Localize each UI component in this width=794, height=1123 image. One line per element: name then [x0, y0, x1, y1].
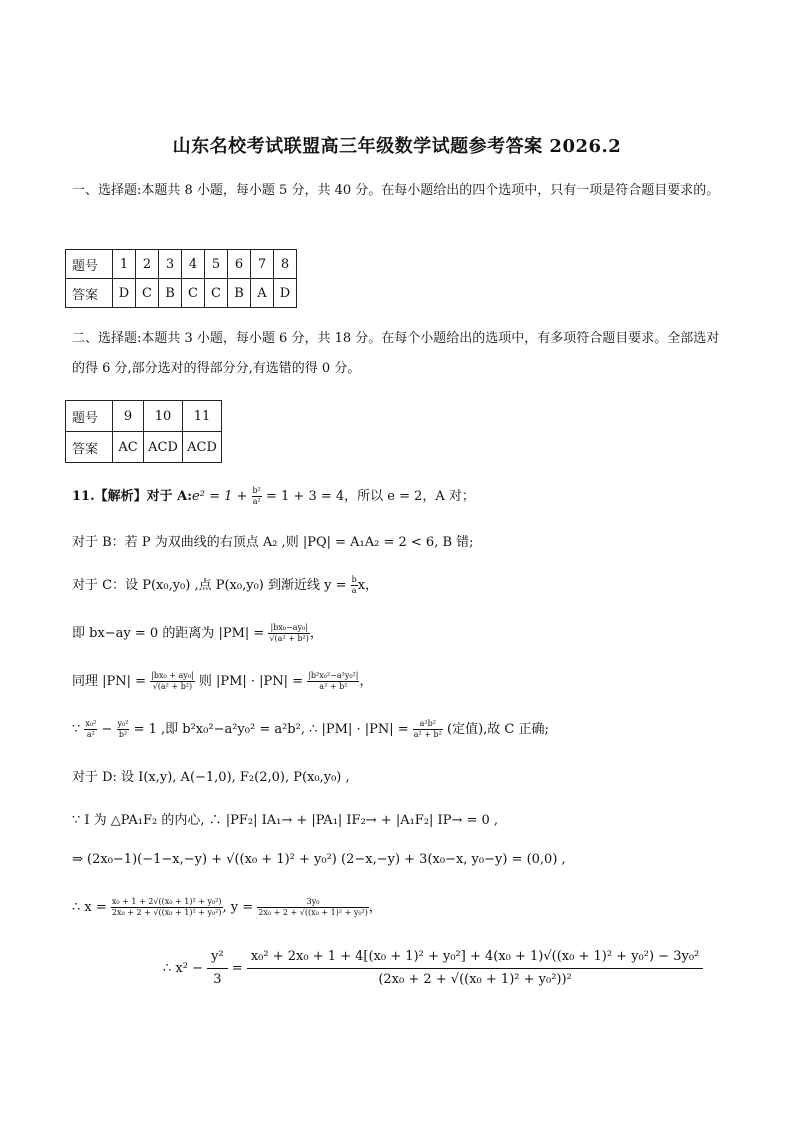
math-text: = 1 + 3 = 4，所以 e = 2，A 对； — [261, 489, 475, 504]
fraction — [413, 719, 443, 740]
math-text: 则 |PM| · |PN| = — [194, 674, 308, 689]
fraction — [111, 897, 223, 918]
math-text: ∵ — [72, 722, 85, 737]
fraction-denominator: a² + b² — [319, 682, 348, 691]
row-label-question: 题号 — [66, 401, 113, 432]
math-text: ∴ x² − — [163, 961, 208, 976]
table-cell: C — [136, 279, 159, 308]
fraction-numerator: a²b² — [413, 719, 443, 730]
solution-line-8: ∵ I 为 △PA₁F₂ 的内心, ∴ |PF₂| IA₁→ + |PA₁| IF₂→ + |A₁F₂| IP→ = 0 , — [72, 813, 499, 828]
math-text: ， — [359, 674, 373, 689]
math-text: ， — [309, 626, 323, 641]
math-text: 对于 C：设 P(x₀,y₀) ,点 P(x₀,y₀) 到渐近线 y = — [72, 578, 351, 593]
solution-heading: 11.【解析】对于 A: — [72, 489, 193, 504]
fraction — [247, 948, 703, 989]
fraction-numerator: y² — [207, 948, 228, 969]
table-cell: C — [205, 279, 228, 308]
table-cell: B — [228, 279, 251, 308]
fraction — [150, 671, 195, 692]
table-cell: 5 — [205, 250, 228, 279]
row-label-answer: 答案 — [66, 432, 113, 463]
fraction-denominator: 3 — [213, 972, 222, 987]
table-cell: 1 — [113, 250, 136, 279]
row-label-question: 题号 — [66, 250, 113, 279]
math-text: (定值),故 C 正确; — [442, 722, 549, 737]
fraction-denominator: a² — [86, 730, 95, 739]
solution-line-6 — [72, 718, 549, 740]
section2-instructions: 二、选择题:本题共 3 小题，每小题 6 分，共 18 分。在每个小题给出的选项中，有多项符合题目要求。全部选对的得 6 分,部分选对的得部分分,有选错的得 0 分。 — [72, 331, 720, 376]
table-cell: 2 — [136, 250, 159, 279]
page-title: 山东名校考试联盟高三年级数学试题参考答案 2026.2 — [172, 136, 622, 157]
fraction — [268, 623, 309, 644]
table-cell: AC — [113, 432, 144, 463]
math-text: 同理 |PN| = — [72, 674, 151, 689]
math-text: = — [227, 961, 247, 976]
fraction — [351, 575, 358, 596]
table-cell: 10 — [144, 401, 183, 432]
fraction-numerator: b — [351, 575, 357, 584]
math-text: e² = 1 + — [192, 489, 252, 504]
solution-line-3 — [72, 574, 378, 596]
fraction-denominator: a² + b² — [413, 730, 442, 739]
solution-line-10 — [72, 896, 382, 918]
fraction-denominator: 2x₀ + 2 + √((x₀ + 1)² + y₀²) — [111, 908, 222, 917]
fraction — [252, 486, 262, 507]
table-cell: D — [274, 279, 297, 308]
fraction — [257, 897, 369, 918]
math-text: x， — [357, 578, 379, 593]
table-cell: B — [159, 279, 182, 308]
table-cell: 3 — [159, 250, 182, 279]
fraction-numerator: x₀ + 1 + 2√((x₀ + 1)² + y₀²) — [111, 897, 222, 906]
section2-answer-table — [65, 400, 222, 463]
solution-line-7: 对于 D: 设 I(x,y), A(−1,0), F₂(2,0), P(x₀,y₀) , — [72, 770, 350, 785]
fraction-denominator: 2x₀ + 2 + √((x₀ + 1)² + y₀²) — [258, 908, 368, 917]
table-row-questions — [66, 401, 222, 432]
solution-line-4 — [72, 622, 323, 644]
math-text: − — [97, 722, 117, 737]
solution-line-2: 对于 B：若 P 为双曲线的右顶点 A₂ ,则 |PQ| = A₁A₂ = 2 < 6, B 错; — [72, 535, 474, 550]
table-row-answers — [66, 432, 222, 463]
fraction-denominator: √(a² + b²) — [269, 634, 309, 643]
table-cell: 8 — [274, 250, 297, 279]
solution-line-11 — [163, 948, 703, 989]
table-cell: ACD — [144, 432, 183, 463]
math-text: , y = — [222, 900, 258, 915]
table-cell: 7 — [251, 250, 274, 279]
math-text: = 1 ,即 b²x₀²−a²y₀² = a²b², ∴ |PM| · |PN| = — [129, 722, 413, 737]
fraction-numerator: 3y₀ — [257, 897, 369, 908]
table-row-questions — [66, 250, 297, 279]
table-row-answers — [66, 279, 297, 308]
row-label-answer: 答案 — [66, 279, 113, 308]
solution-line-5 — [72, 670, 373, 692]
solution-line-1 — [72, 485, 475, 507]
fraction — [307, 671, 359, 692]
fraction-denominator: a² — [252, 497, 261, 506]
table-cell: 4 — [182, 250, 205, 279]
table-cell: ACD — [183, 432, 222, 463]
fraction — [207, 948, 228, 989]
fraction-denominator: a — [351, 586, 357, 595]
fraction-numerator: b² — [252, 486, 261, 495]
fraction-numerator: |bx₀ + ay₀| — [151, 671, 194, 680]
solution-line-9: ⇒ (2x₀−1)(−1−x,−y) + √((x₀ + 1)² + y₀²) (2−x,−y) + 3(x₀−x, y₀−y) = (0,0) , — [72, 852, 566, 867]
fraction-denominator: b² — [118, 730, 128, 739]
fraction-denominator: (2x₀ + 2 + √((x₀ + 1)² + y₀²))² — [378, 972, 572, 987]
fraction-numerator: x₀² + 2x₀ + 1 + 4[(x₀ + 1)² + y₀²] + 4(x₀ + 1)√((x₀ + 1)² + y₀²) − 3y₀² — [247, 948, 703, 969]
fraction-numerator: x₀² — [85, 719, 97, 728]
fraction-denominator: √(a² + b²) — [152, 682, 193, 691]
fraction — [84, 719, 97, 740]
fraction-numerator: y₀² — [117, 719, 129, 728]
math-text: ∴ x = — [72, 900, 111, 915]
section1-instructions: 一、选择题:本题共 8 小题，每小题 5 分，共 40 分。在每小题给出的四个选项中，只有一项是符合题目要求的。 — [72, 183, 720, 198]
table-cell: D — [113, 279, 136, 308]
table-cell: C — [182, 279, 205, 308]
fraction-numerator: |bx₀−ay₀| — [270, 623, 308, 632]
table-cell: 9 — [113, 401, 144, 432]
table-cell: 6 — [228, 250, 251, 279]
table-cell: A — [251, 279, 274, 308]
table-cell: 11 — [183, 401, 222, 432]
math-text: 即 bx−ay = 0 的距离为 |PM| = — [72, 626, 269, 641]
fraction-numerator: |b²x₀²−a²y₀²| — [308, 671, 359, 680]
section1-answer-table — [65, 249, 297, 308]
math-text: ， — [368, 900, 382, 915]
fraction — [117, 719, 130, 740]
